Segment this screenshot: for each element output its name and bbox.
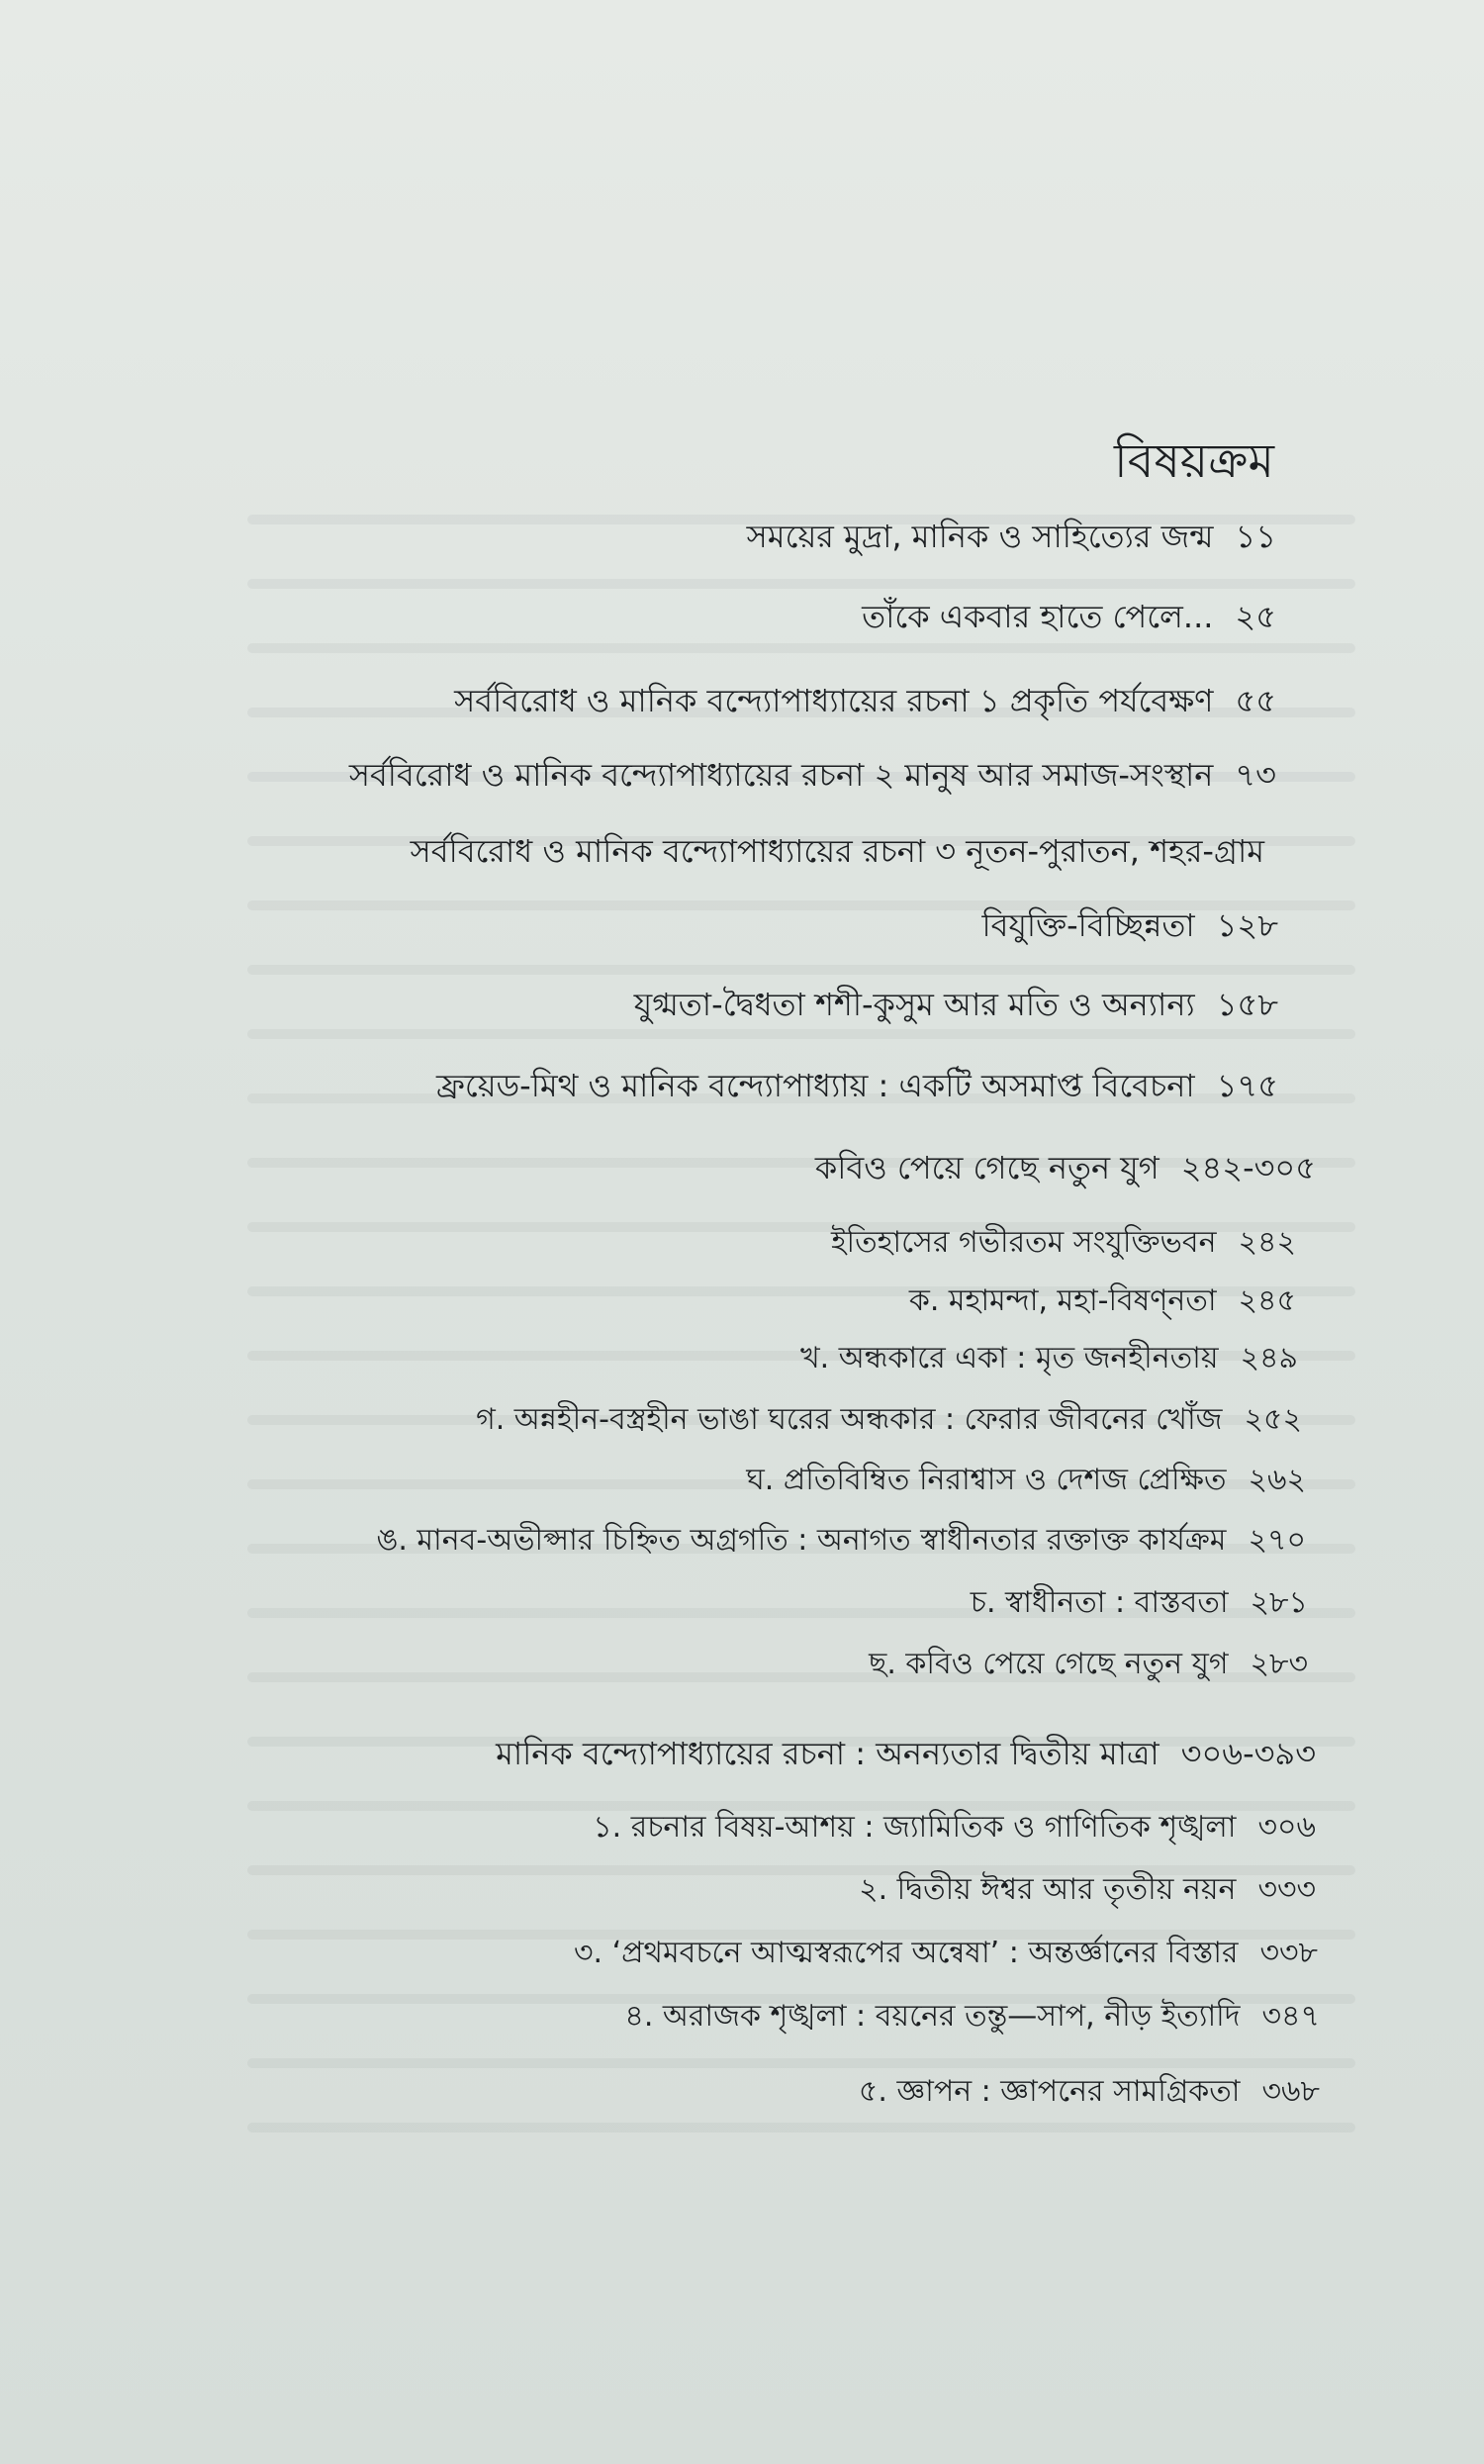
toc-entry-page: ২৮১: [1250, 1585, 1308, 1620]
toc-entry-page: ২৫২: [1244, 1402, 1302, 1437]
toc-entry: [634, 985, 1278, 1024]
toc-entry: [747, 517, 1276, 556]
toc-entry-page: ৩৩৩: [1257, 1872, 1316, 1907]
toc-entry-page: ১১: [1235, 518, 1276, 555]
toc-entry: [349, 755, 1276, 795]
toc-entry-title: ২. দ্বিতীয় ঈশ্বর আর তৃতীয় নয়ন: [859, 1872, 1237, 1907]
toc-entry-page: ৩৩৮: [1259, 1936, 1318, 1970]
toc-sub-entry: [831, 1223, 1296, 1263]
toc-sub-entry: [476, 1400, 1302, 1440]
toc-title: বিষয়ক্রম: [1114, 433, 1274, 489]
toc-entry-page: ২৪২-৩০৫: [1180, 1149, 1316, 1186]
toc-entry-title-continued: বিযুক্তি-বিচ্ছিন্নতা: [981, 906, 1195, 944]
toc-entry-page: ২৪২: [1238, 1225, 1296, 1260]
toc-entry-title: ১. রচনার বিষয়-আশয় : জ্যামিতিক ও গাণিতিক শৃঙ্খলা: [593, 1810, 1237, 1845]
toc-entry-page: ১৫৮: [1216, 986, 1278, 1023]
toc-entry-page: ৩৬৮: [1261, 2074, 1320, 2109]
toc-entry-title: কবিও পেয়ে গেছে নতুন যুগ: [814, 1149, 1159, 1186]
toc-entry: [862, 597, 1276, 636]
toc-entry-title: চ. স্বাধীনতা : বাস্তবতা: [970, 1585, 1229, 1620]
toc-sub-entry: [746, 1461, 1306, 1500]
toc-entry-page: ৫৫: [1235, 682, 1276, 719]
toc-section-heading: [496, 1734, 1316, 1773]
toc-entry-title: যুগ্মতা-দ্বৈধতা শশী-কুসুম আর মতি ও অন্যান্য: [633, 986, 1195, 1023]
toc-sub-entry: [869, 1645, 1308, 1684]
toc-section-heading: [815, 1148, 1316, 1187]
toc-entry-page: ৩০৬: [1257, 1810, 1316, 1845]
toc-entry-title: গ. অন্নহীন-বস্ত্রহীন ভাঙা ঘরের অন্ধকার : ফেরার জীবনের খোঁজ: [476, 1402, 1223, 1437]
toc-entry-page: ২৭০: [1248, 1523, 1306, 1558]
toc-entry-title: সর্ববিরোধ ও মানিক বন্দ্যোপাধ্যায়ের রচনা ২ মানুষ আর সমাজ-সংস্থান: [348, 756, 1214, 794]
toc-entry-title: মানিক বন্দ্যোপাধ্যায়ের রচনা : অনন্যতার দ্বিতীয় মাত্রা: [496, 1735, 1159, 1772]
toc-sub-entry: [593, 1808, 1316, 1848]
toc-entry-title: খ. অন্ধকারে একা : মৃত জনহীনতায়: [799, 1341, 1219, 1375]
toc-entry-page: ২৪৫: [1238, 1283, 1296, 1318]
toc-entry-page: ২৬২: [1248, 1463, 1306, 1497]
toc-entry-title: ৩. ‘প্রথমবচনে আত্মস্বরূপের অন্বেষা’ : অন্তর্জ্ঞানের বিস্তার: [574, 1936, 1239, 1970]
toc-entry: [454, 681, 1276, 720]
toc-entry-title: তাঁকে একবার হাতে পেলে...: [862, 598, 1214, 635]
toc-entry-title: ছ. কবিও পেয়ে গেছে নতুন যুগ: [869, 1647, 1229, 1681]
toc-entry-title: ফ্রয়েড-মিথ ও মানিক বন্দ্যোপাধ্যায় : একটি অসমাপ্ত বিবেচনা: [436, 1067, 1195, 1104]
toc-entry-title: ইতিহাসের গভীরতম সংযুক্তিভবন: [830, 1225, 1217, 1260]
toc-sub-entry: [909, 1281, 1296, 1321]
toc-sub-entry: [859, 1870, 1316, 1910]
toc-sub-entry: [376, 1521, 1306, 1561]
toc-entry-title: ঙ. মানব-অভীপ্সার চিহ্নিত অগ্রগতি : অনাগত স্বাধীনতার রক্তাক্ত কার্যক্রম: [376, 1523, 1227, 1558]
toc-entry-page: ৩০৬-৩৯৩: [1180, 1735, 1316, 1772]
toc-entry-title: ক. মহামন্দা, মহা-বিষণ্নতা: [908, 1283, 1217, 1318]
toc-entry-page: ১৭৫: [1216, 1067, 1278, 1104]
toc-entry-page: ৭৩: [1235, 756, 1276, 794]
toc-sub-entry: [800, 1339, 1298, 1378]
toc-entry-continued: [981, 905, 1278, 945]
toc-entry-title: সময়ের মুদ্রা, মানিক ও সাহিত্যের জন্ম: [746, 518, 1214, 555]
toc-sub-entry: [971, 1583, 1308, 1623]
toc-entry-page: ৩৪৭: [1261, 1999, 1320, 2034]
toc-sub-entry: [859, 2072, 1320, 2112]
toc-sub-entry: [624, 1997, 1320, 2037]
toc-entry: [436, 1066, 1278, 1105]
toc-entry-title: সর্ববিরোধ ও মানিক বন্দ্যোপাধ্যায়ের রচনা ৩ নূতন-পুরাতন, শহর-গ্রাম: [410, 832, 1264, 870]
toc-entry-page: ১২৮: [1216, 906, 1278, 944]
toc-entry-page: ২৫: [1235, 598, 1276, 635]
toc-entry-page: ২৮৩: [1250, 1647, 1308, 1681]
toc-entry-title: ৫. জ্ঞাপন : জ্ঞাপনের সামগ্রিকতা: [858, 2074, 1241, 2109]
toc-entry: [411, 831, 1264, 871]
toc-entry-title: সর্ববিরোধ ও মানিক বন্দ্যোপাধ্যায়ের রচনা ১ প্রকৃতি পর্যবেক্ষণ: [454, 682, 1214, 719]
toc-sub-entry: [574, 1934, 1318, 1973]
toc-entry-title: ৪. অরাজক শৃঙ্খলা : বয়নের তন্তু—সাপ, নীড় ইত্যাদি: [624, 1999, 1241, 2034]
toc-entry-title: ঘ. প্রতিবিম্বিত নিরাশ্বাস ও দেশজ প্রেক্ষিত: [746, 1463, 1227, 1497]
toc-entry-page: ২৪৯: [1240, 1341, 1298, 1375]
